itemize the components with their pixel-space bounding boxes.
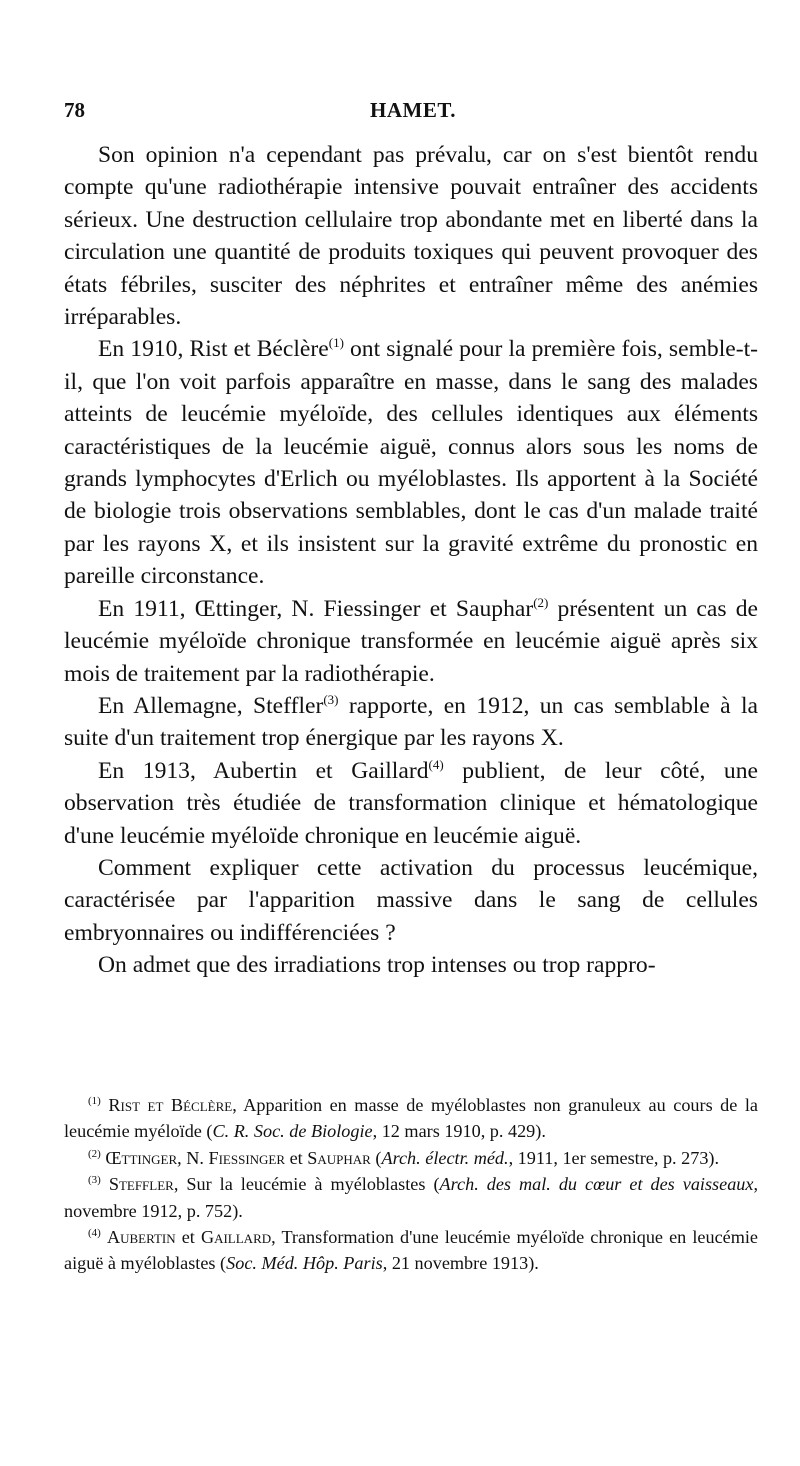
footnote-1: $^{(1)}$ Rist et Béclère, Apparition en masse de myéloblastes non granuleux au cours de la leucémie myéloïde (C. R. Soc. de Biologie, 12 mars 1910, p. 429). xyxy=(64,1094,759,1142)
footnote-ref: (1) xyxy=(328,335,344,351)
paragraph-3: En 1911, Œttinger, N. Fiessinger et Sauphar$^{(2)}$ présentent un cas de leucémie myéloïde chronique transformée en leucémie aiguë après six mois de traitement par la radiothérapie. xyxy=(64,594,758,687)
page-number: 78 xyxy=(64,98,85,122)
footnote-3: $^{(3)}$ Steffler, Sur la leucémie à myéloblastes (Arch. des mal. du cœur et des vaisseaux, novembre 1912, p. 752). xyxy=(64,1174,758,1221)
paragraph-6: Comment expliquer cette activation du processus leucémique, caractérisée par l'apparition massive dans le sang de cellules embryonnaires ou indifférenciées ? xyxy=(64,854,758,946)
footnote-2: $^{(2)}$ Œttinger, N. Fiessinger et Sauphar (Arch. électr. méd., 1911, 1er semestre, p. 273). xyxy=(88,1147,720,1168)
footnote-4: $^{(4)}$ Aubertin et Gaillard, Transformation d'une leucémie myéloïde chronique en leucémie aiguë à myéloblastes (Soc. Méd. Hôp. Paris, 21 novembre 1913). xyxy=(64,1226,758,1274)
footnotes xyxy=(64,1092,758,1277)
footnote-ref: (2) xyxy=(533,594,549,610)
body-text xyxy=(64,139,758,982)
paragraph-5: En 1913, Aubertin et Gaillard$^{(4)}$ publient, de leur côté, une observation très étudiée de transformation clinique et hématologique d'une leucémie myéloïde chronique en leucémie aiguë. xyxy=(64,756,758,849)
page-header xyxy=(64,98,760,128)
paragraph-2: En 1910, Rist et Béclère$^{(1)}$ ont signalé pour la première fois, semble-t-il, que l'on voit parfois apparaître en masse, dans le sang des malades atteints de leucémie myéloïde, des cellules identiques aux éléments caractéristiques de la leucémie aiguë, connus alors sous les noms de grands lymphocytes d'Erlich ou myéloblastes. Ils apportent à la Société de biologie trois observations semblables, dont le cas d'un malade traité par les rayons X, et ils insistent sur la gravité extrême du pronostic en pareille circonstance. xyxy=(64,335,759,590)
footnote-ref: (4) xyxy=(428,756,444,772)
footnote-ref: (3) xyxy=(323,692,339,708)
paragraph-1: Son opinion n'a cependant pas prévalu, car on s'est bientôt rendu compte qu'une radiothérapie intensive pouvait entraîner des accidents sérieux. Une destruction cellulaire trop abondante met en liberté dans la circulation une quantité de produits toxiques qui peuvent provoquer des états fébriles, susciter des néphrites et entraîner même des anémies irréparables. xyxy=(64,142,758,331)
running-head: HAMET. xyxy=(370,98,457,122)
paragraph-4: En Allemagne, Steffler$^{(3)}$ rapporte, en 1912, un cas semblable à la suite d'un traitement trop énergique par les rayons X. xyxy=(64,692,758,752)
paragraph-7: On admet que des irradiations trop intenses ou trop rappro- xyxy=(98,952,656,979)
